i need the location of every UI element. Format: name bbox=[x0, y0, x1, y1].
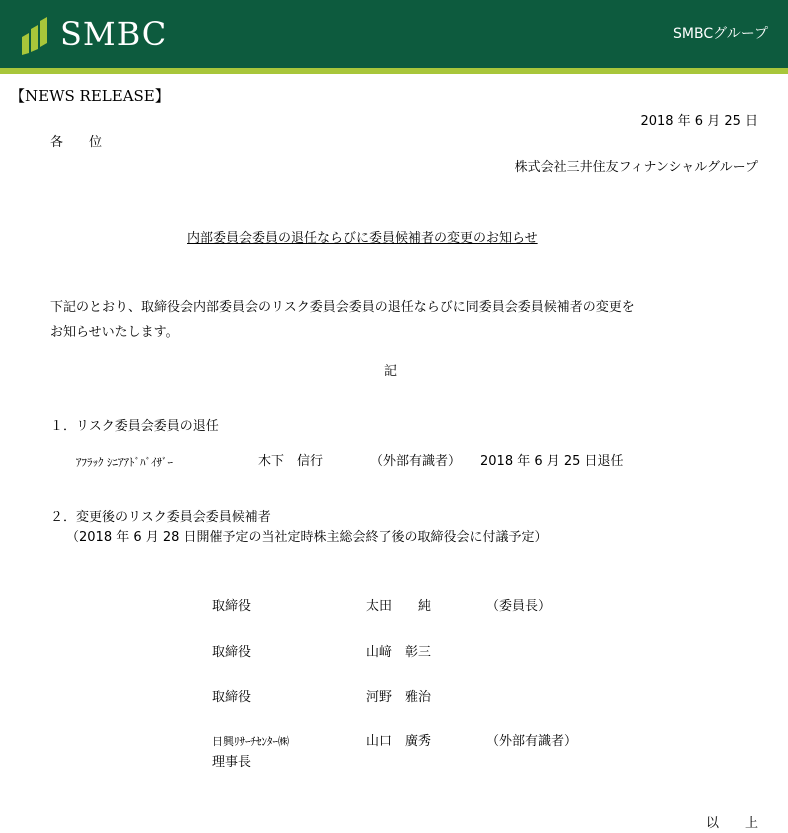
closing: 以 上 bbox=[705, 816, 758, 831]
section1-date: 2018 年 6 月 25 日退任 bbox=[480, 454, 624, 469]
section1-heading: １．リスク委員会委員の退任 bbox=[50, 419, 219, 434]
member-3-title: 取締役 bbox=[212, 690, 252, 705]
member-3-name: 河野 雅治 bbox=[366, 690, 432, 705]
section1-role: ｱﾌﾗｯｸ ｼﾆｱｱﾄﾞﾊﾞｲｻﾞｰ bbox=[76, 456, 173, 469]
section1-note: （外部有識者） bbox=[370, 454, 462, 469]
member-2-title: 取締役 bbox=[212, 645, 252, 660]
body-line-1: 下記のとおり、取締役会内部委員会のリスク委員会委員の退任ならびに同委員会委員候補者の変更を bbox=[50, 300, 635, 315]
release-date: 2018 年 6 月 25 日 bbox=[640, 114, 758, 129]
section1-name: 木下 信行 bbox=[258, 454, 324, 469]
addressee: 各 位 bbox=[50, 135, 103, 150]
body-line-2: お知らせいたします。 bbox=[50, 325, 179, 340]
news-release-label: 【NEWS RELEASE】 bbox=[10, 87, 170, 105]
member-4-note: （外部有識者） bbox=[486, 734, 578, 749]
section2-heading: ２．変更後のリスク委員会委員候補者 bbox=[50, 510, 271, 525]
document-title: 内部委員会委員の退任ならびに委員候補者の変更のお知らせ bbox=[187, 231, 538, 246]
member-2-name: 山﨑 彰三 bbox=[366, 645, 432, 660]
member-1-title: 取締役 bbox=[212, 599, 252, 614]
accent-bar bbox=[0, 68, 788, 74]
member-1-note: （委員長） bbox=[486, 599, 552, 614]
smbc-leaf-icon bbox=[20, 15, 50, 55]
ki-label: 記 bbox=[384, 364, 398, 379]
member-4-title-2: 理事長 bbox=[212, 755, 252, 770]
section2-subheading: （2018 年 6 月 28 日開催予定の当社定時株主総会終了後の取締役会に付議予定） bbox=[66, 530, 548, 545]
header bbox=[0, 0, 788, 68]
company-name: 株式会社三井住友フィナンシャルグループ bbox=[514, 160, 758, 175]
member-4-title: 日興ﾘｻｰﾁｾﾝﾀｰ㈱ bbox=[212, 735, 289, 748]
body-text bbox=[50, 295, 635, 345]
member-4-name: 山口 廣秀 bbox=[366, 734, 432, 749]
smbc-logo-text: SMBC bbox=[60, 15, 168, 53]
smbc-group-label: SMBCグループ bbox=[673, 26, 768, 42]
member-1-name: 太田 純 bbox=[366, 599, 432, 614]
